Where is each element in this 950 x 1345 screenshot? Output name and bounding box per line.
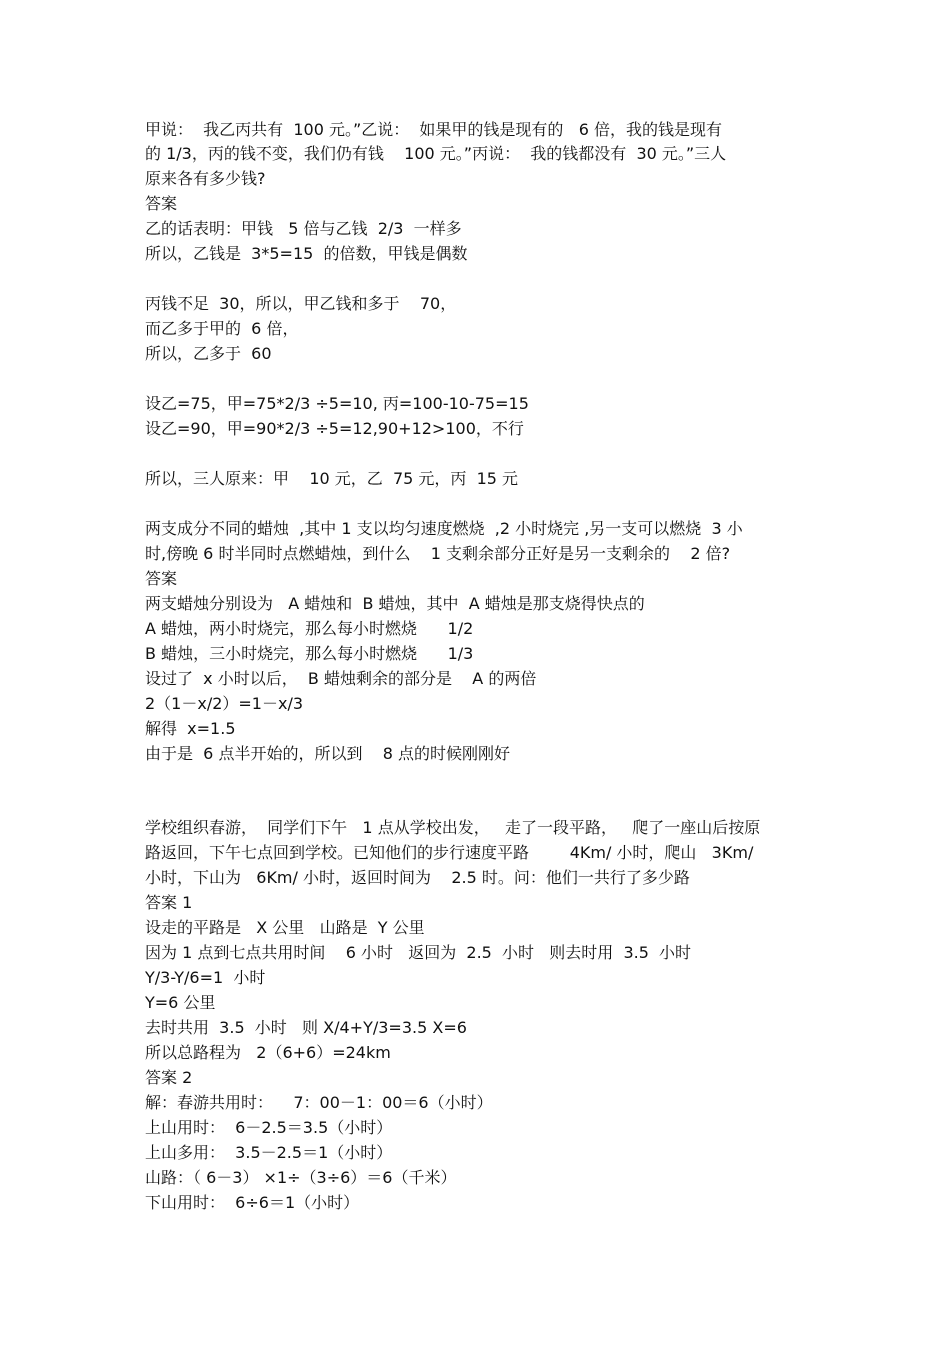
text-line: 乙的话表明：甲钱 5 倍与乙钱 2/3 一样多 (145, 219, 462, 238)
text-line: 原来各有多少钱? (145, 169, 266, 188)
text-line: 时,傍晚 6 时半同时点燃蜡烛，到什么 1 支剩余部分正好是另一支剩余的 2 倍? (145, 544, 731, 563)
text-line: 两支成分不同的蜡烛 ,其中 1 支以均匀速度燃烧 ,2 小时烧完 ,另一支可以燃烧 3 小 (145, 519, 743, 538)
text-line: 所以，乙多于 60 (145, 344, 272, 363)
text-line: 由于是 6 点半开始的，所以到 8 点的时候刚刚好 (145, 744, 511, 763)
text-line: 上山多用： 3.5－2.5＝1（小时） (145, 1143, 393, 1162)
text-line: 因为 1 点到七点共用时间 6 小时 返回为 2.5 小时 则去时用 3.5 小时 (145, 943, 692, 962)
text-line: 丙钱不足 30，所以，甲乙钱和多于 70， (145, 294, 457, 313)
text-line: 学校组织春游， 同学们下午 1 点从学校出发， 走了一段平路， 爬了一座山后按原 (145, 818, 761, 837)
text-line: 小时，下山为 6Km/ 小时，返回时间为 2.5 时。问：他们一共行了多少路 (145, 868, 690, 887)
text-line: 路返回，下午七点回到学校。已知他们的步行速度平路 4Km/ 小时，爬山 3Km/ (145, 843, 754, 862)
text-line: 两支蜡烛分别设为 A 蜡烛和 B 蜡烛，其中 A 蜡烛是那支烧得快点的 (145, 594, 645, 613)
text-line: 答案 (145, 569, 178, 588)
text-line: 下山用时： 6÷6＝1（小时） (145, 1193, 360, 1212)
text-line: 去时共用 3.5 小时 则 X/4+Y/3=3.5 X=6 (145, 1018, 467, 1037)
text-line: B 蜡烛，三小时烧完，那么每小时燃烧 1/3 (145, 644, 474, 663)
text-line: 答案 1 (145, 893, 193, 912)
text-line: Y/3-Y/6=1 小时 (145, 968, 266, 987)
text-line: 山路：（ 6－3） ×1÷（3÷6）＝6（千米） (145, 1168, 457, 1187)
text-line: 解得 x=1.5 (145, 719, 236, 738)
text-line: 所以总路程为 2（6+6）=24km (145, 1043, 391, 1062)
text-line: 甲说： 我乙丙共有 100 元。”乙说： 如果甲的钱是现有的 6 倍，我的钱是现有 (145, 120, 722, 139)
text-line: 的 1/3，丙的钱不变，我们仍有钱 100 元。”丙说： 我的钱都没有 30 元。”三人 (145, 144, 727, 163)
text-line: 答案 2 (145, 1068, 193, 1087)
text-line: 答案 (145, 194, 178, 213)
text-line: 设乙=90，甲=90*2/3 ÷5=12,90+12>100，不行 (145, 419, 524, 438)
text-line: A 蜡烛，两小时烧完，那么每小时燃烧 1/2 (145, 619, 474, 638)
text-line: 而乙多于甲的 6 倍， (145, 319, 299, 338)
text-line: 所以，乙钱是 3*5=15 的倍数，甲钱是偶数 (145, 244, 468, 263)
text-line: Y=6 公里 (145, 993, 216, 1012)
text-line: 2（1－x/2）=1－x/3 (145, 694, 304, 713)
text-line: 设乙=75，甲=75*2/3 ÷5=10, 丙=100-10-75=15 (145, 394, 529, 413)
text-line: 所以，三人原来：甲 10 元，乙 75 元，丙 15 元 (145, 469, 519, 488)
text-line: 解：春游共用时： 7：00－1：00＝6（小时） (145, 1093, 493, 1112)
text-line: 上山用时： 6－2.5＝3.5（小时） (145, 1118, 393, 1137)
text-line: 设过了 x 小时以后， B 蜡烛剩余的部分是 A 的两倍 (145, 669, 537, 688)
text-line: 设走的平路是 X 公里 山路是 Y 公里 (145, 918, 425, 937)
